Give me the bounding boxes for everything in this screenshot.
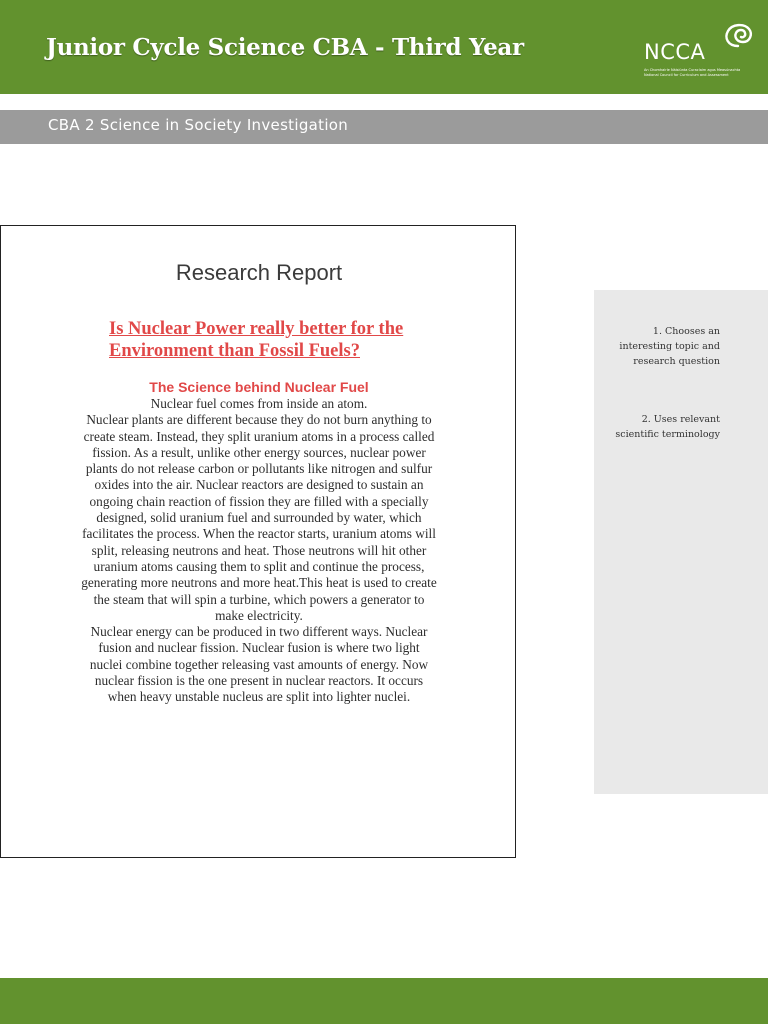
body-line: facilitates the process. When the reactor starts, uranium atoms will [82,526,436,542]
swirl-logo-icon [722,20,754,50]
body-line: when heavy unstable nucleus are split into lighter nuclei. [107,689,411,705]
section-heading: The Science behind Nuclear Fuel [149,379,369,395]
report-heading: Research Report [175,260,343,285]
body-line: Nuclear plants are different because they do not burn anything to [86,412,432,428]
note-line: 1. Chooses an [652,326,720,337]
research-question-line: Is Nuclear Power really better for the [109,319,404,339]
logo-subtitle-english: National Council for Curriculum and Assessment [644,73,729,77]
footer-bar [0,978,768,1024]
body-line: create steam. Instead, they split uranium atoms in a process called [83,428,435,444]
note-line: scientific terminology [615,429,720,440]
research-report-page [0,225,516,858]
page-title: Junior Cycle Science CBA - Third Year [46,34,524,61]
body-line: oxides into the air. Nuclear reactors are designed to sustain an [94,477,424,493]
logo-subtitle-irish: An Chomhairle Náisiúnta Curaclaim agus Measúnachta [644,68,741,72]
research-question-line: Environment than Fossil Fuels? [109,341,360,361]
body-line: split, releasing neutrons and heat. Those neutrons will hit other [91,542,427,558]
body-line: nuclei combine together releasing vast amounts of energy. Now [89,656,429,672]
note-line: interesting topic and [619,341,720,352]
body-line: ongoing chain reaction of fission they are filled with a specially [89,493,429,509]
body-line: Nuclear fuel comes from inside an atom. [150,396,368,411]
note-line: 2. Uses relevant [641,414,720,425]
body-line: the steam that will spin a turbine, which powers a generator to [93,591,425,607]
body-line: make electricity. [215,607,303,623]
note-line: research question [633,356,720,367]
body-line: nuclear fission is the one present in nuclear reactors. It occurs [94,673,424,689]
header-bar [0,0,768,94]
body-line: plants do not release carbon or pollutants like nitrogen and sulfur [85,461,433,477]
logo-text: NCCA [644,40,706,64]
body-line: designed, solid uranium fuel and surrounded by water, which [96,510,422,526]
subheader-bar [0,110,768,144]
assessment-note-2 [570,412,720,442]
assessment-notes-panel [594,290,768,794]
assessment-note-1 [570,324,720,369]
subheader-title: CBA 2 Science in Society Investigation [48,116,349,134]
body-line: fission. As a result, unlike other energy sources, nuclear power [92,444,426,460]
report-body [53,396,465,706]
body-line: generating more neutrons and more heat.This heat is used to create [81,575,437,591]
research-question [109,318,489,362]
body-line: uranium atoms causing them to split and continue the process, [93,558,425,574]
body-line: fusion and nuclear fission. Nuclear fusion is where two light [98,640,420,656]
ncca-logo [638,18,758,82]
body-line: Nuclear energy can be produced in two different ways. Nuclear [90,624,428,640]
